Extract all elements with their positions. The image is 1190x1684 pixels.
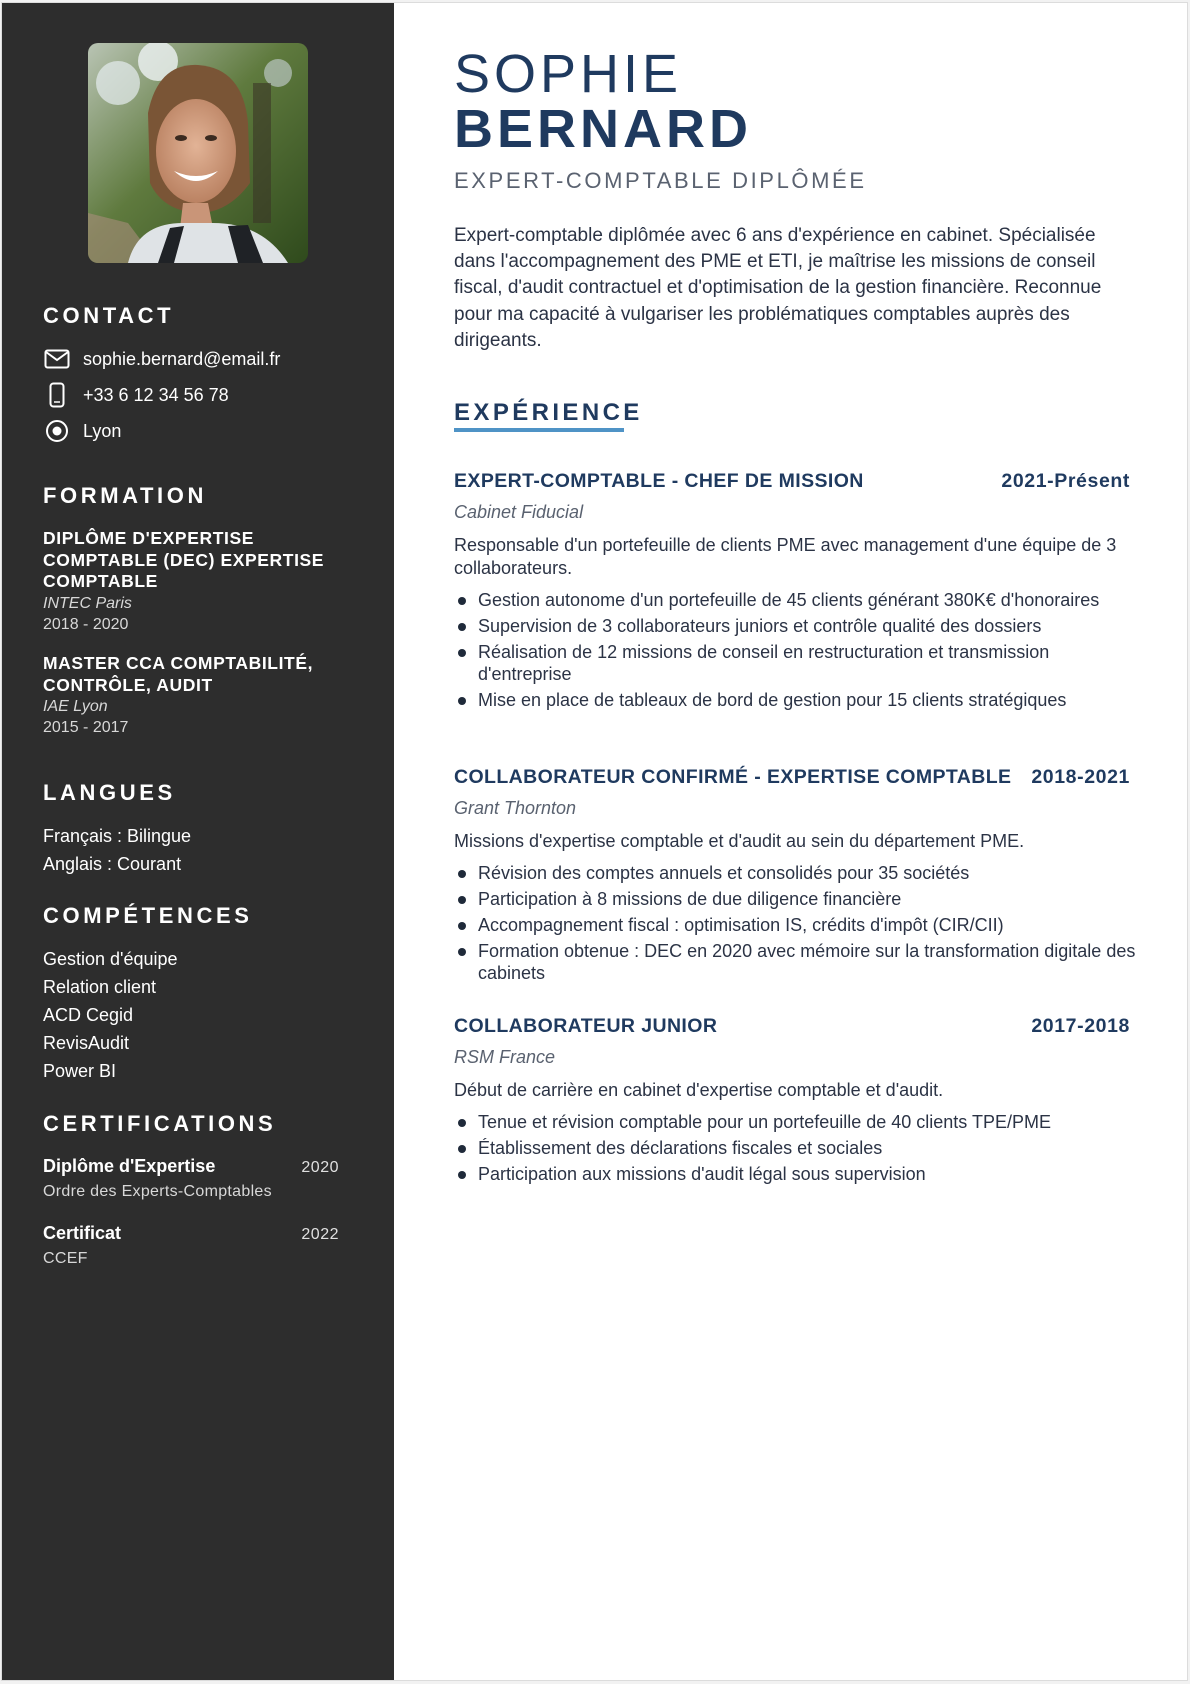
email-text: sophie.bernard@email.fr: [83, 348, 281, 369]
formation-item: [43, 528, 363, 635]
achievement-item: Établissement des déclarations fiscales et sociales: [454, 1137, 1138, 1159]
first-name: SOPHIE: [454, 44, 683, 104]
phone-text: +33 6 12 34 56 78: [83, 384, 229, 405]
company-name: Cabinet Fiducial: [454, 502, 584, 522]
last-name: BERNARD: [454, 99, 752, 159]
achievement-item: Supervision de 3 collaborateurs juniors et contrôle qualité des dossiers: [454, 615, 1138, 637]
job-role: COLLABORATEUR JUNIOR: [454, 1015, 718, 1037]
professional-title: EXPERT-COMPTABLE DIPLÔMÉE: [454, 168, 867, 193]
job-dates: 2017-2018: [1031, 1015, 1130, 1037]
section-underline: [454, 428, 624, 432]
skills-list: [43, 945, 178, 1085]
certification-org: CCEF: [43, 1250, 88, 1267]
degree-years: 2018 - 2020: [43, 615, 129, 633]
achievement-item: Tenue et révision comptable pour un portefeuille de 40 clients TPE/PME: [454, 1111, 1138, 1133]
competences-heading: COMPÉTENCES: [43, 903, 253, 928]
envelope-icon: [43, 345, 71, 373]
experience-item: [454, 470, 1130, 715]
job-dates: 2018-2021: [1031, 766, 1130, 788]
certification-org: Ordre des Experts-Comptables: [43, 1183, 272, 1200]
skill-item: Relation client: [43, 977, 157, 997]
formation-item: [43, 653, 363, 738]
company-name: Grant Thornton: [454, 798, 577, 818]
experience-item: [454, 1015, 1130, 1189]
contact-phone[interactable]: [43, 381, 229, 409]
achievement-item: Participation aux missions d'audit légal sous supervision: [454, 1163, 1138, 1185]
certification-year: 2022: [301, 1226, 339, 1243]
school-name: IAE Lyon: [43, 698, 108, 715]
language-item: Français : Bilingue: [43, 826, 192, 846]
phone-icon: [43, 381, 71, 409]
sidebar: [2, 3, 394, 1680]
certification-year: 2020: [301, 1159, 339, 1176]
experience-heading: EXPÉRIENCE: [454, 399, 643, 426]
formation-heading: FORMATION: [43, 483, 207, 508]
achievements-list: [454, 1111, 1130, 1185]
skill-item: Gestion d'équipe: [43, 949, 178, 969]
achievement-item: Formation obtenue : DEC en 2020 avec mémoire sur la transformation digitale des cabinets: [454, 940, 1138, 984]
experience-item: [454, 766, 1136, 988]
achievements-list: [454, 862, 1136, 984]
certification-item: [43, 1223, 339, 1268]
job-description: Début de carrière en cabinet d'expertise comptable et d'audit.: [454, 1080, 944, 1100]
contact-email[interactable]: [43, 345, 280, 373]
achievement-item: Mise en place de tableaux de bord de gestion pour 15 clients stratégiques: [454, 689, 1138, 711]
degree-years: 2015 - 2017: [43, 719, 129, 736]
achievement-item: Accompagnement fiscal : optimisation IS, crédits d'impôt (CIR/CII): [454, 914, 1138, 936]
job-role: COLLABORATEUR CONFIRMÉ - EXPERTISE COMPTABLE: [454, 766, 1012, 788]
skill-item: RevisAudit: [43, 1033, 130, 1053]
langues-heading: LANGUES: [43, 780, 176, 805]
school-name: INTEC Paris: [43, 594, 132, 612]
profile-photo: [88, 43, 308, 263]
skill-item: Power BI: [43, 1061, 117, 1081]
job-role: EXPERT-COMPTABLE - CHEF DE MISSION: [454, 470, 864, 492]
certification-name: Diplôme d'Expertise: [43, 1156, 216, 1176]
certification-item: [43, 1156, 339, 1201]
certifications-heading: CERTIFICATIONS: [43, 1111, 277, 1136]
job-description: Missions d'expertise comptable et d'audit au sein du département PME.: [454, 831, 1025, 851]
certification-name: Certificat: [43, 1223, 122, 1243]
job-description: Responsable d'un portefeuille de clients PME avec management d'une équipe de 3 collaborateurs.: [454, 535, 1117, 578]
degree-title: MASTER CCA COMPTABILITÉ, CONTRÔLE, AUDIT: [43, 653, 314, 695]
language-item: Anglais : Courant: [43, 854, 182, 874]
resume-page: [1, 2, 1188, 1681]
degree-title: DIPLÔME D'EXPERTISE COMPTABLE (DEC) EXPERTISE COMPTABLE: [43, 528, 325, 591]
achievement-item: Participation à 8 missions de due diligence financière: [454, 888, 1138, 910]
skill-item: ACD Cegid: [43, 1005, 134, 1025]
job-dates: 2021-Présent: [1001, 470, 1130, 492]
achievement-item: Révision des comptes annuels et consolidés pour 35 sociétés: [454, 862, 1138, 884]
achievements-list: [454, 589, 1130, 711]
location-text: Lyon: [83, 420, 122, 441]
achievement-item: Réalisation de 12 missions de conseil en restructuration et transmission d'entreprise: [454, 641, 1138, 685]
languages-list: [43, 822, 191, 878]
company-name: RSM France: [454, 1047, 556, 1067]
contact-heading: CONTACT: [43, 303, 175, 328]
achievement-item: Gestion autonome d'un portefeuille de 45 clients générant 380K€ d'honoraires: [454, 589, 1138, 611]
profile-summary: Expert-comptable diplômée avec 6 ans d'expérience en cabinet. Spécialisée dans l'accompagnement des PME et ETI, je maîtrise les missions de conseil fiscal, d'audit contractuel et d'optimisation de la gestion financière. Reconnue pour ma capacité à vulgariser les problématiques comptables auprès des dirigeants.: [454, 225, 1102, 351]
location-pin-icon: [43, 417, 71, 445]
contact-location: [43, 417, 121, 445]
